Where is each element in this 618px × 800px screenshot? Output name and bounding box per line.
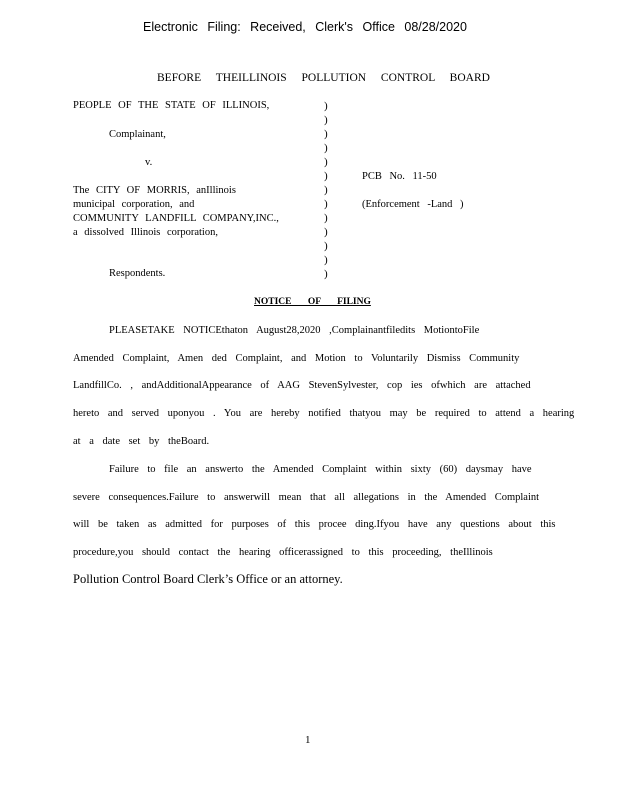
caption-paren: ) — [324, 268, 328, 280]
caption-paren: ) — [324, 170, 328, 182]
caption-paren: ) — [324, 198, 328, 210]
caption-paren: ) — [324, 142, 328, 154]
case-number: PCB No. 11-50 — [362, 171, 437, 182]
caption-paren: ) — [324, 212, 328, 224]
caption-people: PEOPLE OF THE STATE OF ILLINOIS, — [73, 100, 270, 111]
caption-complainant: Complainant, — [109, 129, 166, 140]
caption-versus: v. — [145, 157, 153, 168]
caption-paren: ) — [324, 226, 328, 238]
body-line: procedure,you should contact the hearing officerassigned to this proceeding, theIllinois — [73, 547, 493, 558]
board-title: BEFORE THEILLINOIS POLLUTION CONTROL BOARD — [157, 72, 490, 84]
page-number: 1 — [305, 734, 311, 746]
caption-respondent-line-4: a dissolved Illinois corporation, — [73, 227, 218, 238]
body-line: Failure to file an answerto the Amended Complaint within sixty (60) daysmay have — [109, 464, 532, 475]
caption-paren: ) — [324, 240, 328, 252]
body-final-line: Pollution Control Board Clerk’s Office or an attorney. — [73, 572, 343, 586]
caption-paren: ) — [324, 156, 328, 168]
body-line: Amended Complaint, Amen ded Complaint, and Motion to Voluntarily Dismiss Community — [73, 353, 520, 364]
caption-paren: ) — [324, 184, 328, 196]
body-line: severe consequences.Failure to answerwill mean that all allegations in the Amended Complaint — [73, 492, 540, 503]
caption-paren: ) — [324, 254, 328, 266]
case-type: (Enforcement -Land ) — [362, 199, 464, 210]
caption-respondent-line-1: The CITY OF MORRIS, anIllinois — [73, 185, 236, 196]
caption-paren: ) — [324, 114, 328, 126]
caption-paren: ) — [324, 128, 328, 140]
caption-respondent-line-2: municipal corporation, and — [73, 199, 195, 210]
body-line: will be taken as admitted for purposes of this procee ding.Ifyou have any questions about this — [73, 519, 556, 530]
notice-of-filing-title: NOTICE OF FILING — [254, 297, 371, 307]
filing-stamp-header: Electronic Filing: Received, Clerk's Office 08/28/2020 — [143, 20, 467, 34]
caption-respondents: Respondents. — [109, 268, 166, 279]
body-line: LandfillCo. , andAdditionalAppearance of AAG StevenSylvester, cop ies ofwhich are attached — [73, 380, 531, 391]
caption-respondent-line-3: COMMUNITY LANDFILL COMPANY,INC., — [73, 213, 279, 224]
body-line: at a date set by theBoard. — [73, 436, 210, 447]
body-line: PLEASETAKE NOTICEthaton August28,2020 ,Complainantfiledits MotiontoFile — [109, 325, 480, 336]
caption-paren: ) — [324, 100, 328, 112]
body-line: hereto and served uponyou . You are hereby notified thatyou may be required to attend a hearing — [73, 408, 575, 419]
